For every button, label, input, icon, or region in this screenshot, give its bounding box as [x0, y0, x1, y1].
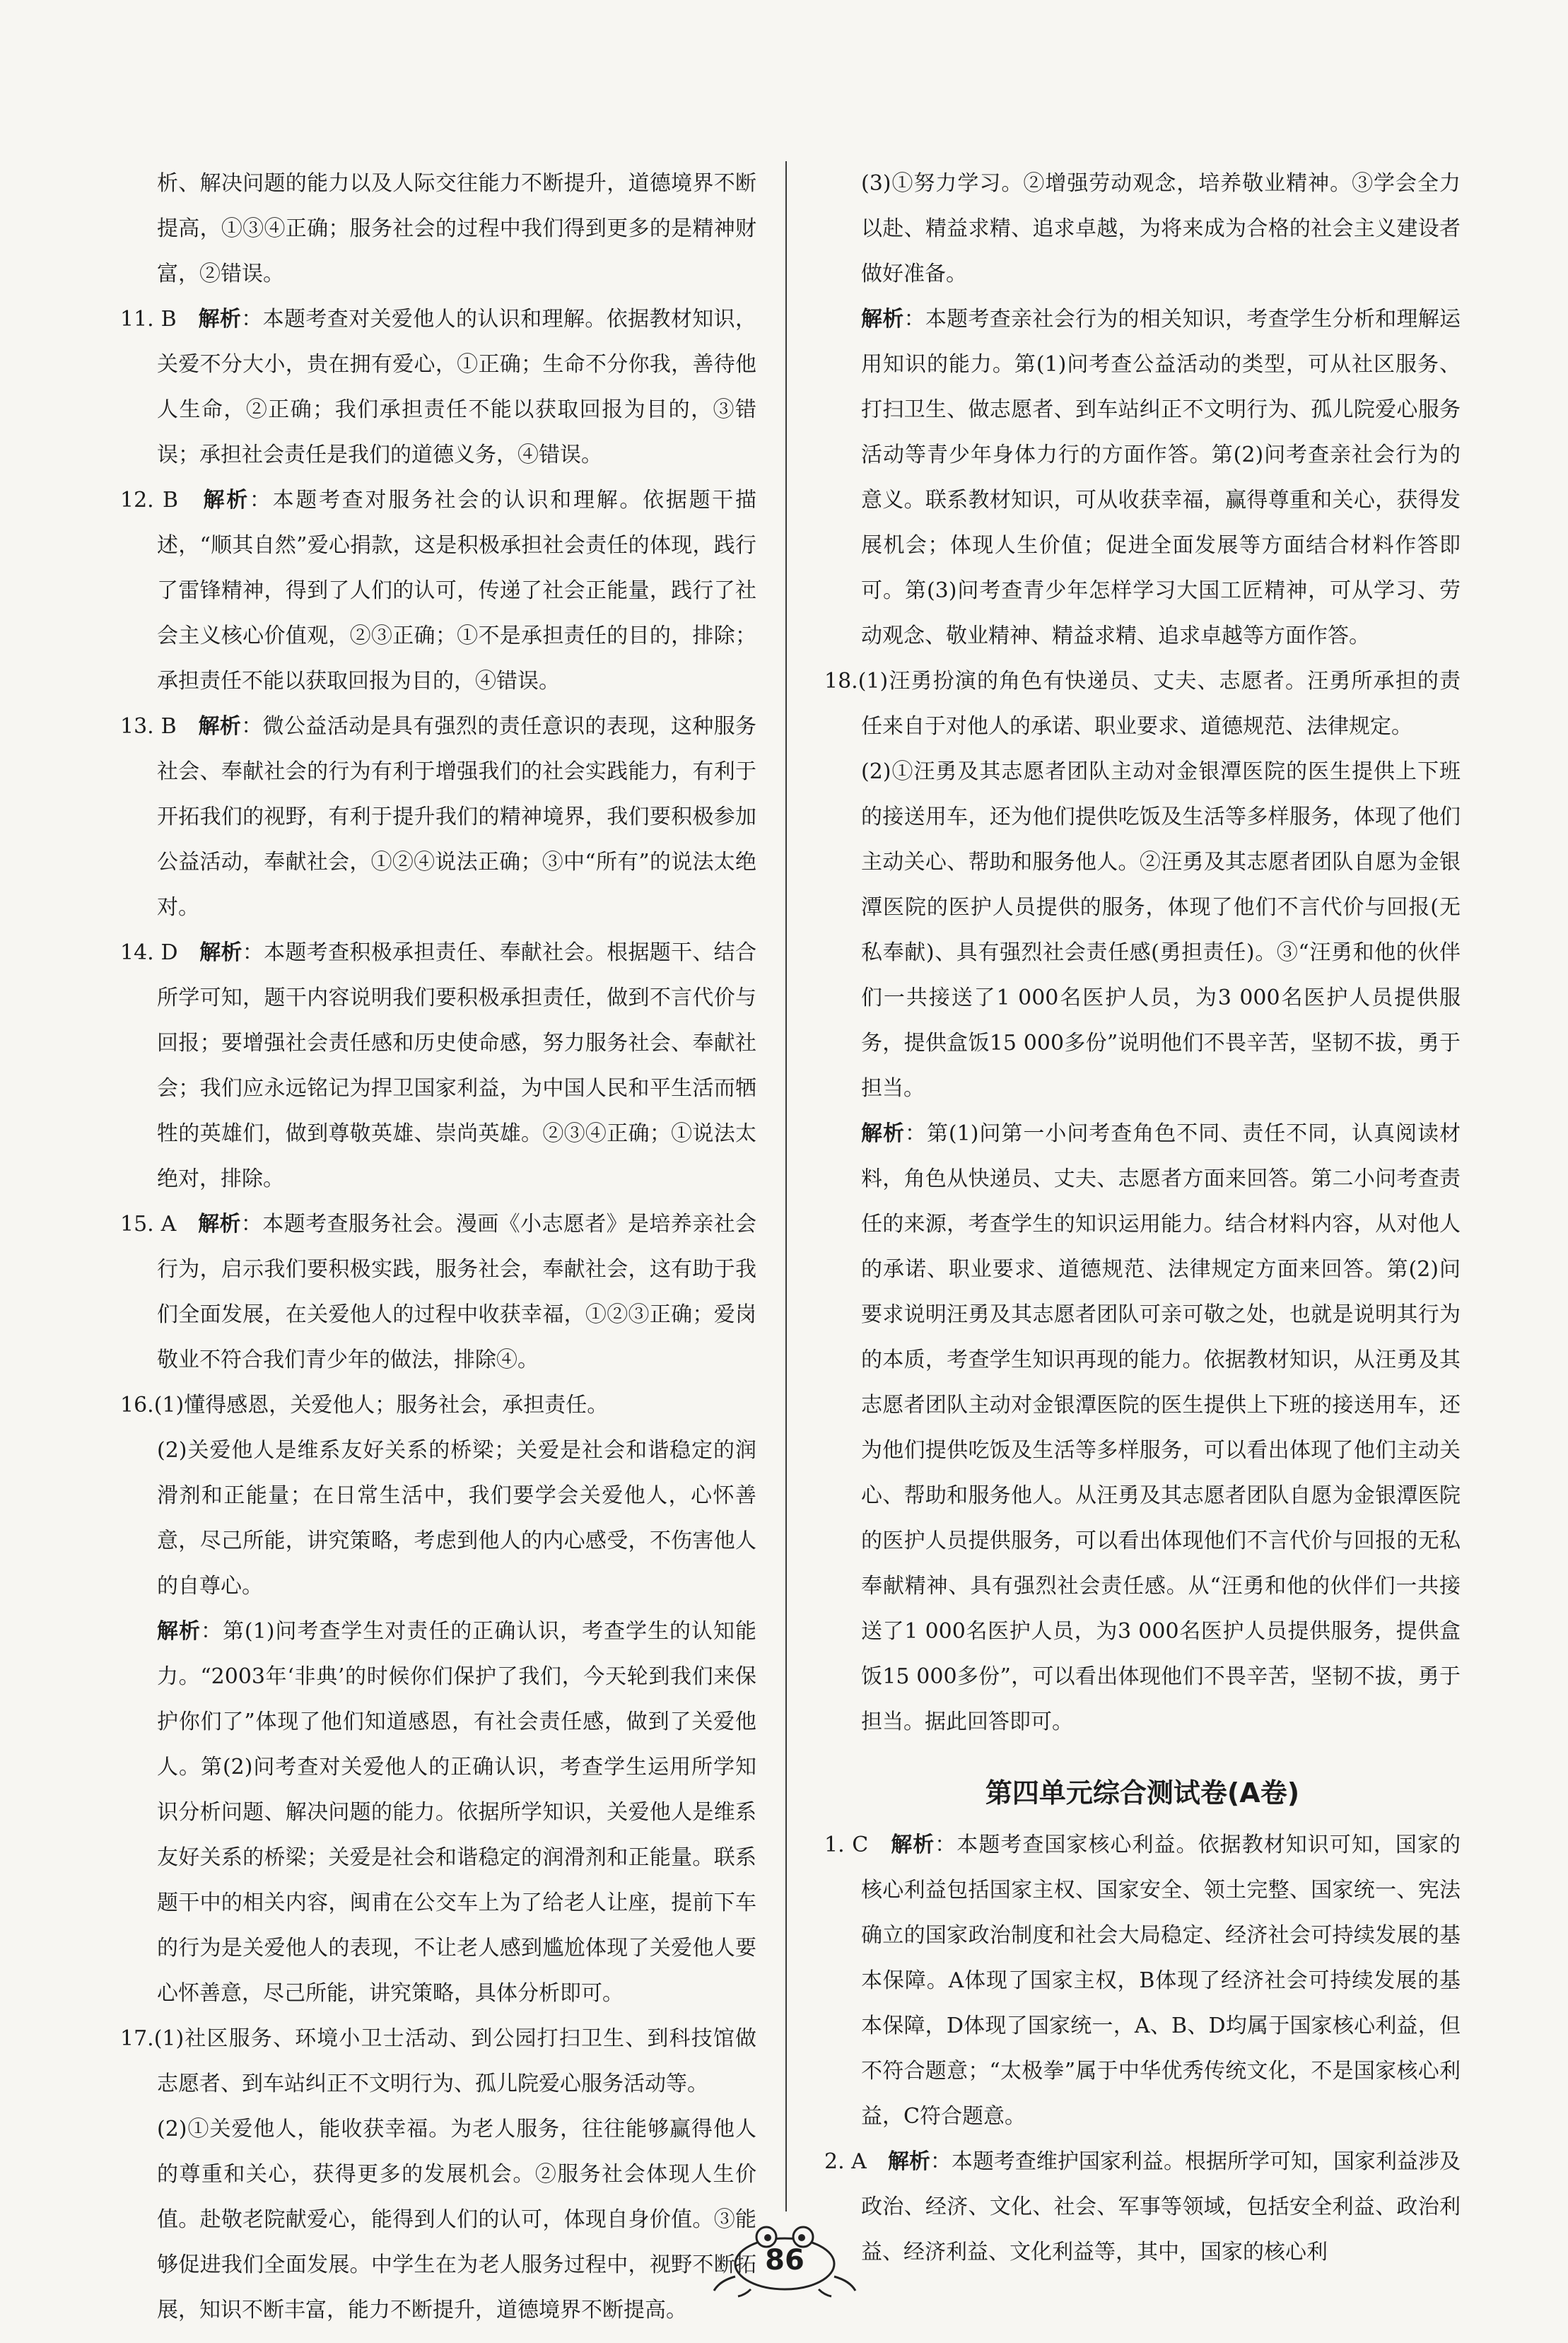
analysis-text: ：微公益活动是具有强烈的责任意识的表现，这种服务社会、奉献社会的行为有利于增强我们的社会实践能力，有利于开拓我们的视野，有利于提升我们的精神境界，我们要积极参加公益活动，奉献社会，①②④说法正确；③中“所有”的说法太绝对。: [157, 714, 757, 920]
right-column: [824, 161, 1461, 2275]
left-column: [120, 161, 756, 2333]
answer-number: 14. D: [120, 940, 178, 965]
analysis-label: 解析: [861, 1121, 905, 1146]
answer-12: [120, 478, 756, 704]
analysis-label: 解析: [199, 940, 242, 965]
answer-number: 12. B: [120, 488, 179, 513]
answer-16-analysis: [120, 1609, 756, 2016]
answer-number: 13. B: [120, 714, 177, 739]
analysis-text: ：本题考查对服务社会的认识和理解。依据题干描述，“顺其自然”爱心捐款，这是积极承担社会责任的体现，践行了雷锋精神，得到了人们的认可，传递了社会正能量，践行了社会主义核心价值观，②③正确；①不是承担责任的目的，排除；承担责任不能以获取回报为目的，④错误。: [157, 488, 757, 694]
answer-number: 11. B: [120, 307, 177, 332]
analysis-text: ：本题考查服务社会。漫画《小志愿者》是培养亲社会行为，启示我们要积极实践，服务社会，奉献社会，这有助于我们全面发展，在关爱他人的过程中收获幸福，①②③正确；爱岗敬业不符合我们青少年的做法，排除④。: [157, 1212, 757, 1372]
analysis-label: 解析: [198, 1212, 241, 1237]
analysis-text: ：第(1)问考查学生对责任的正确认识，考查学生的认知能力。“2003年‘非典’的时候你们保护了我们，今天轮到我们来保护你们了”体现了他们知道感恩，有社会责任感，做到了关爱他人。第(2)问考查对关爱他人的正确认识，考查学生运用所学知识分析问题、解决问题的能力。依据所学知识，关爱他人是维系友好关系的桥梁；关爱是社会和谐稳定的润滑剂和正能量。联系题干中的相关内容，闽甫在公交车上为了给老人让座，提前下车的行为是关爱他人的表现，不让老人感到尴尬体现了关爱他人要心怀善意，尽己所能，讲究策略，具体分析即可。: [157, 1619, 757, 2006]
answer-s2: [824, 2139, 1461, 2275]
section-title: 第四单元综合测试卷(A卷): [985, 1777, 1300, 1809]
analysis-label: 解析: [157, 1619, 201, 1644]
answer-15: [120, 1202, 756, 1383]
answer-text: (1)懂得感恩，关爱他人；服务社会，承担责任。: [153, 1393, 609, 1418]
answer-18-part1: [824, 659, 1461, 749]
analysis-text: ：本题考查对关爱他人的认识和理解。依据教材知识，关爱不分大小，贵在拥有爱心，①正确；生命不分你我，善待他人生命，②正确；我们承担责任不能以获取回报为目的，③错误；承担社会责任是我们的道德义务，④错误。: [157, 307, 757, 467]
answer-number: 1. C: [824, 1833, 869, 1857]
analysis-label: 解析: [891, 1833, 935, 1857]
answer-s1: [824, 1823, 1461, 2139]
answer-17-analysis: [824, 297, 1461, 659]
page-number: 86: [765, 2244, 805, 2277]
answer-18-part2: (2)①汪勇及其志愿者团队主动对金银潭医院的医生提供上下班的接送用车，还为他们提供吃饭及生活等多样服务，体现了他们主动关心、帮助和服务他人。②汪勇及其志愿者团队自愿为金银潭医院的医护人员提供的服务，体现了他们不言代价与回报(无私奉献)、具有强烈社会责任感(勇担责任)。③“汪勇和他的伙伴们一共接送了1 000名医护人员，为3 000名医护人员提供服务，提供盒饭15 000多份”说明他们不畏辛苦，坚韧不拔，勇于担当。: [861, 759, 1461, 1101]
paragraph-continuation: 析、解决问题的能力以及人际交往能力不断提升，道德境界不断提高，①③④正确；服务社会的过程中我们得到更多的是精神财富，②错误。: [157, 171, 756, 286]
analysis-text: ：本题考查亲社会行为的相关知识，考查学生分析和理解运用知识的能力。第(1)问考查公益活动的类型，可从社区服务、打扫卫生、做志愿者、到车站纠正不文明行为、孤儿院爱心服务活动等青少年身体力行的方面作答。第(2)问考查亲社会行为的意义。联系教材知识，可从收获幸福，赢得尊重和关心，获得发展机会；体现人生价值；促进全面发展等方面结合材料作答即可。第(3)问考查青少年怎样学习大国工匠精神，可从学习、劳动观念、敬业精神、精益求精、追求卓越等方面作答。: [861, 307, 1461, 648]
analysis-label: 解析: [861, 307, 904, 332]
analysis-label: 解析: [198, 307, 242, 332]
answer-17-part1: [120, 2016, 756, 2107]
page-number-badge: [707, 2220, 862, 2298]
answer-number: 2. A: [824, 2149, 867, 2174]
answer-16-part2: (2)关爱他人是维系友好关系的桥梁；关爱是社会和谐稳定的润滑剂和正能量；在日常生活中，我们要学会关爱他人，心怀善意，尽己所能，讲究策略，考虑到他人的内心感受，不伤害他人的自尊心。: [157, 1438, 756, 1599]
analysis-label: 解析: [203, 488, 250, 513]
analysis-text: ：本题考查维护国家利益。根据所学可知，国家利益涉及政治、经济、文化、社会、军事等领域，包括安全利益、政治利益、经济利益、文化利益等，其中，国家的核心利: [861, 2149, 1461, 2265]
analysis-label: 解析: [887, 2149, 930, 2174]
answer-number: 17.: [120, 2026, 154, 2051]
answer-17-part2: (2)①关爱他人，能收获幸福。为老人服务，往往能够赢得他人的尊重和关心，获得更多的发展机会。②服务社会体现人生价值。赴敬老院献爱心，能得到人们的认可，体现自身价值。③能够促进我们全面发展。中学生在为老人服务过程中，视野不断拓展，知识不断丰富，能力不断提升，道德境界不断提高。: [157, 2117, 756, 2322]
analysis-text: ：本题考查国家核心利益。依据教材知识可知，国家的核心利益包括国家主权、国家安全、领土完整、国家统一、宪法确立的国家政治制度和社会大局稳定、经济社会可持续发展的基本保障。A体现了国家主权，B体现了经济社会可持续发展的基本保障，D体现了国家统一，A、B、D均属于国家核心利益，但不符合题意；“太极拳”属于中华优秀传统文化，不是国家核心利益，C符合题意。: [861, 1833, 1461, 2129]
answer-18-analysis: [824, 1111, 1461, 1745]
column-divider: [785, 161, 787, 2211]
analysis-label: 解析: [198, 714, 242, 739]
answer-13: [120, 704, 756, 930]
answer-16-part1: [120, 1383, 756, 1428]
answer-number: 18.: [824, 669, 858, 694]
analysis-text: ：第(1)问第一小问考查角色不同、责任不同，认真阅读材料，角色从快递员、丈夫、志愿者方面来回答。第二小问考查责任的来源，考查学生的知识运用能力。结合材料内容，从对他人的承诺、职业要求、道德规范、法律规定方面来回答。第(2)问要求说明汪勇及其志愿者团队可亲可敬之处，也就是说明其行为的本质，考查学生知识再现的能力。依据教材知识，从汪勇及其志愿者团队主动对金银潭医院的医生提供上下班的接送用车，还为他们提供吃饭及生活等多样服务，可以看出体现了他们主动关心、帮助和服务他人。从汪勇及其志愿者团队自愿为金银潭医院的医护人员提供服务，可以看出体现他们不言代价与回报的无私奉献精神、具有强烈社会责任感。从“汪勇和他的伙伴们一共接送了1 000名医护人员，为3 000名医护人员提供服务，提供盒饭15 000多份”，可以看出体现他们不畏辛苦，坚韧不拔，勇于担当。据此回答即可。: [861, 1121, 1461, 1734]
answer-number: 16.: [120, 1393, 154, 1418]
answer-11: [120, 297, 756, 478]
analysis-text: ：本题考查积极承担责任、奉献社会。根据题干、结合所学可知，题干内容说明我们要积极承担责任，做到不言代价与回报；要增强社会责任感和历史使命感，努力服务社会、奉献社会；我们应永远铭记为捍卫国家利益，为中国人民和平生活而牺牲的英雄们，做到尊敬英雄、崇尚英雄。②③④正确；①说法太绝对，排除。: [157, 940, 756, 1191]
answer-number: 15. A: [120, 1212, 177, 1237]
answer-text: (1)社区服务、环境小卫士活动、到公园打扫卫生、到科技馆做志愿者、到车站纠正不文明行为、孤儿院爱心服务活动等。: [153, 2026, 756, 2096]
answer-17-part3: (3)①努力学习。②增强劳动观念，培养敬业精神。③学会全力以赴、精益求精、追求卓越，为将来成为合格的社会主义建设者做好准备。: [861, 171, 1461, 286]
answer-text: (1)汪勇扮演的角色有快递员、丈夫、志愿者。汪勇所承担的责任来自于对他人的承诺、职业要求、道德规范、法律规定。: [858, 669, 1461, 739]
answer-14: [120, 930, 756, 1202]
